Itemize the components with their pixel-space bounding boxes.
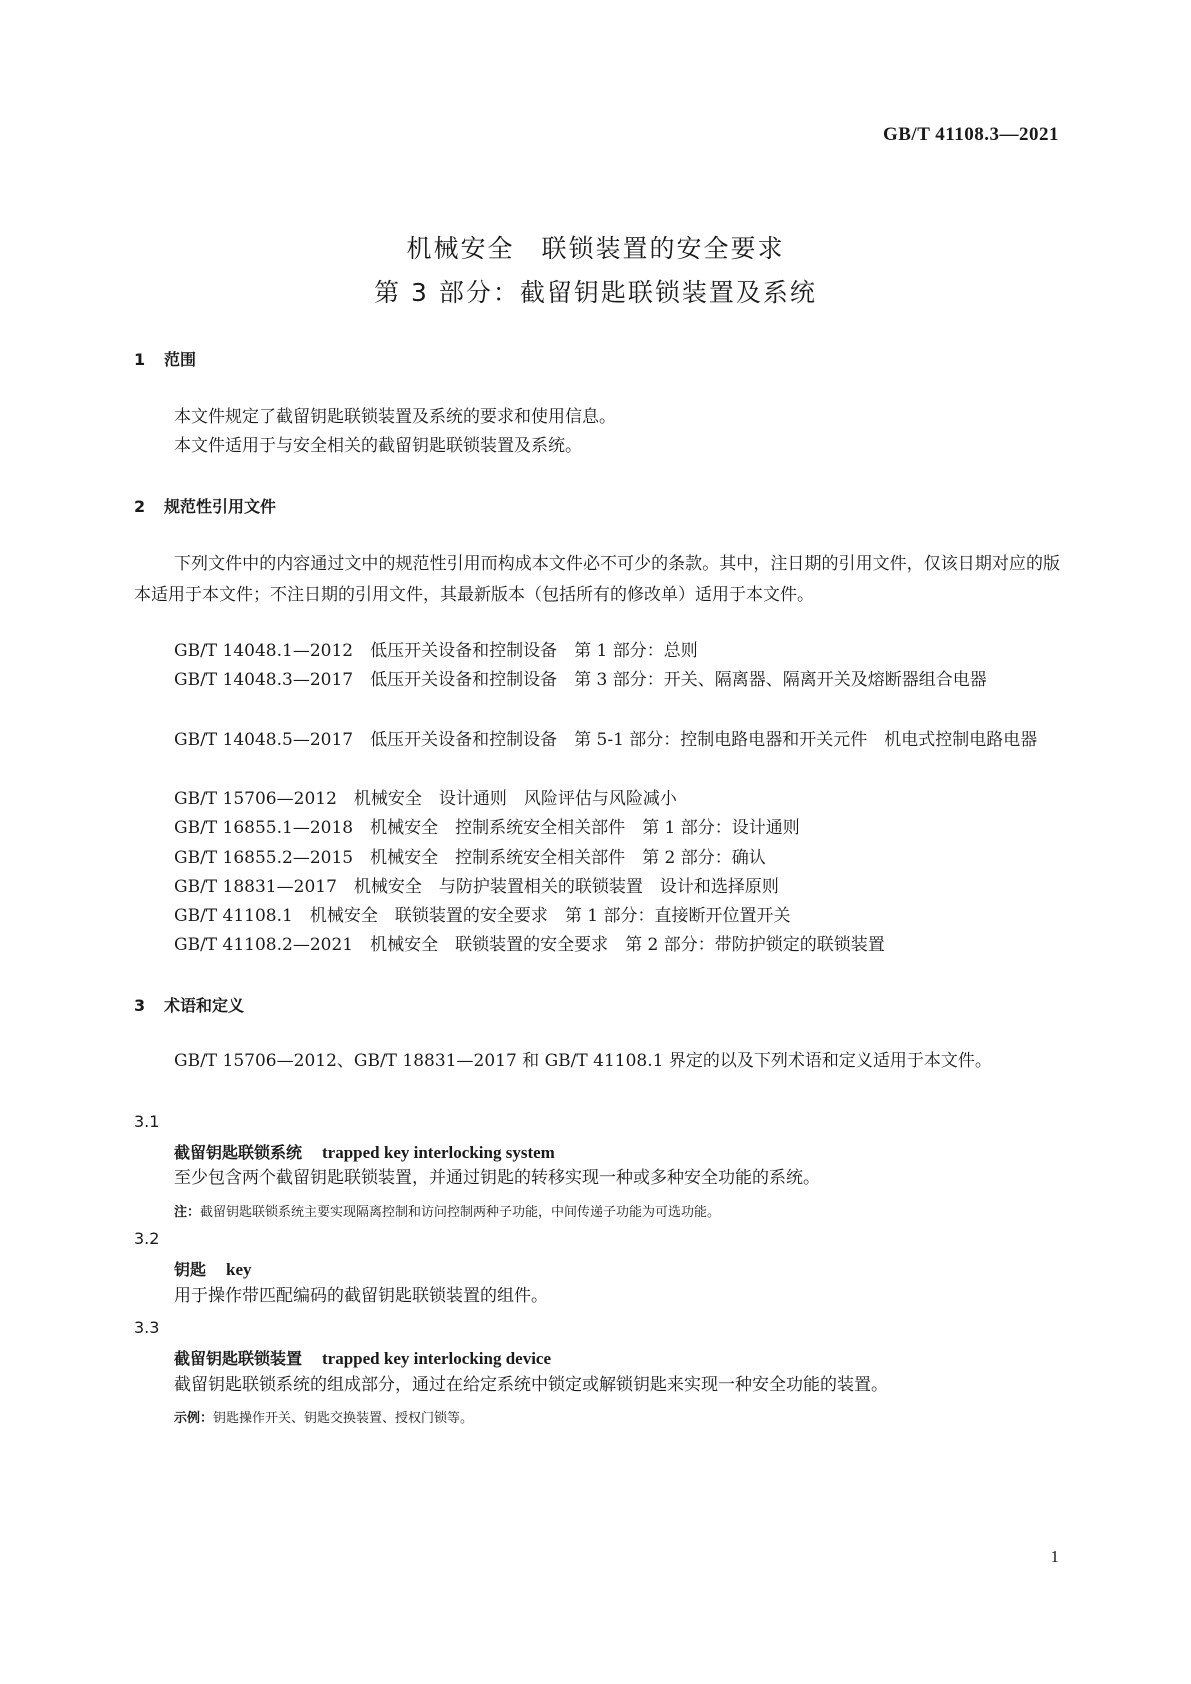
section-number: 1 xyxy=(134,350,146,369)
reference-item: GB/T 14048.5—2017 低压开关设备和控制设备 第 5-1 部分：控制电路电器和开关元件 机电式控制电路电器 xyxy=(174,730,1038,750)
term-number: 3.2 xyxy=(134,1229,160,1248)
term-en: trapped key interlocking device xyxy=(322,1349,552,1368)
page-number: 1 xyxy=(1050,1547,1059,1566)
term-definition: 至少包含两个截留钥匙联锁装置，并通过钥匙的转移实现一种或多种安全功能的系统。 xyxy=(174,1168,820,1188)
section-number: 3 xyxy=(134,996,146,1015)
term-zh: 钥匙 xyxy=(174,1260,207,1279)
section-number: 2 xyxy=(134,497,146,516)
standard-code: GB/T 41108.3—2021 xyxy=(882,124,1059,145)
term-definition: 用于操作带匹配编码的截留钥匙联锁装置的组件。 xyxy=(174,1286,548,1306)
term-note xyxy=(174,1201,720,1220)
paragraph: 本文件规定了截留钥匙联锁装置及系统的要求和使用信息。 xyxy=(174,407,616,427)
term-heading xyxy=(174,1346,551,1369)
term-zh: 截留钥匙联锁系统 xyxy=(174,1143,303,1162)
reference-item: GB/T 18831—2017 机械安全 与防护装置相关的联锁装置 设计和选择原则 xyxy=(174,877,779,897)
reference-item: GB/T 41108.2—2021 机械安全 联锁装置的安全要求 第 2 部分：带防护锁定的联锁装置 xyxy=(174,935,885,955)
term-en: trapped key interlocking system xyxy=(322,1143,555,1162)
example-text: 钥匙操作开关、钥匙交换装置、授权门锁等。 xyxy=(213,1411,474,1426)
reference-item: GB/T 14048.3—2017 低压开关设备和控制设备 第 3 部分：开关、隔离器、隔离开关及熔断器组合电器 xyxy=(174,670,987,690)
paragraph: 下列文件中的内容通过文中的规范性引用而构成本文件必不可少的条款。其中，注日期的引用文件，仅该日期对应的版本适用于本文件；不注日期的引用文件，其最新版本（包括所有的修改单）适用于本文件。 xyxy=(134,554,1060,605)
note-text: 截留钥匙联锁系统主要实现隔离控制和访问控制两种子功能，中间传递子功能为可选功能。 xyxy=(200,1205,721,1220)
reference-item: GB/T 14048.1—2012 低压开关设备和控制设备 第 1 部分：总则 xyxy=(174,641,698,661)
section-1-heading xyxy=(134,347,196,370)
reference-item: GB/T 16855.2—2015 机械安全 控制系统安全相关部件 第 2 部分：确认 xyxy=(174,848,766,868)
term-zh: 截留钥匙联锁装置 xyxy=(174,1349,303,1368)
term-example xyxy=(174,1407,473,1426)
paragraph: 本文件适用于与安全相关的截留钥匙联锁装置及系统。 xyxy=(174,436,582,456)
paragraph: GB/T 15706—2012、GB/T 18831—2017 和 GB/T 41108.1 界定的以及下列术语和定义适用于本文件。 xyxy=(174,1051,992,1071)
reference-item: GB/T 15706—2012 机械安全 设计通则 风险评估与风险减小 xyxy=(174,789,677,809)
reference-item: GB/T 16855.1—2018 机械安全 控制系统安全相关部件 第 1 部分：设计通则 xyxy=(174,818,800,838)
document-title-line1: 机械安全 联锁装置的安全要求 xyxy=(406,234,785,263)
section-title: 规范性引用文件 xyxy=(164,497,277,516)
section-3-heading xyxy=(134,993,244,1016)
term-number: 3.3 xyxy=(134,1318,160,1337)
example-label: 示例： xyxy=(174,1411,214,1426)
term-heading xyxy=(174,1140,555,1163)
section-title: 范围 xyxy=(164,350,197,369)
term-heading xyxy=(174,1257,252,1280)
reference-item: GB/T 41108.1 机械安全 联锁装置的安全要求 第 1 部分：直接断开位置开关 xyxy=(174,906,791,926)
section-title: 术语和定义 xyxy=(164,996,245,1015)
term-en: key xyxy=(226,1260,252,1279)
note-label: 注： xyxy=(174,1205,201,1220)
section-2-heading xyxy=(134,494,276,517)
term-number: 3.1 xyxy=(134,1112,160,1131)
document-title-line2: 第 3 部分：截留钥匙联锁装置及系统 xyxy=(374,278,817,307)
term-definition: 截留钥匙联锁系统的组成部分，通过在给定系统中锁定或解锁钥匙来实现一种安全功能的装置。 xyxy=(174,1375,888,1395)
